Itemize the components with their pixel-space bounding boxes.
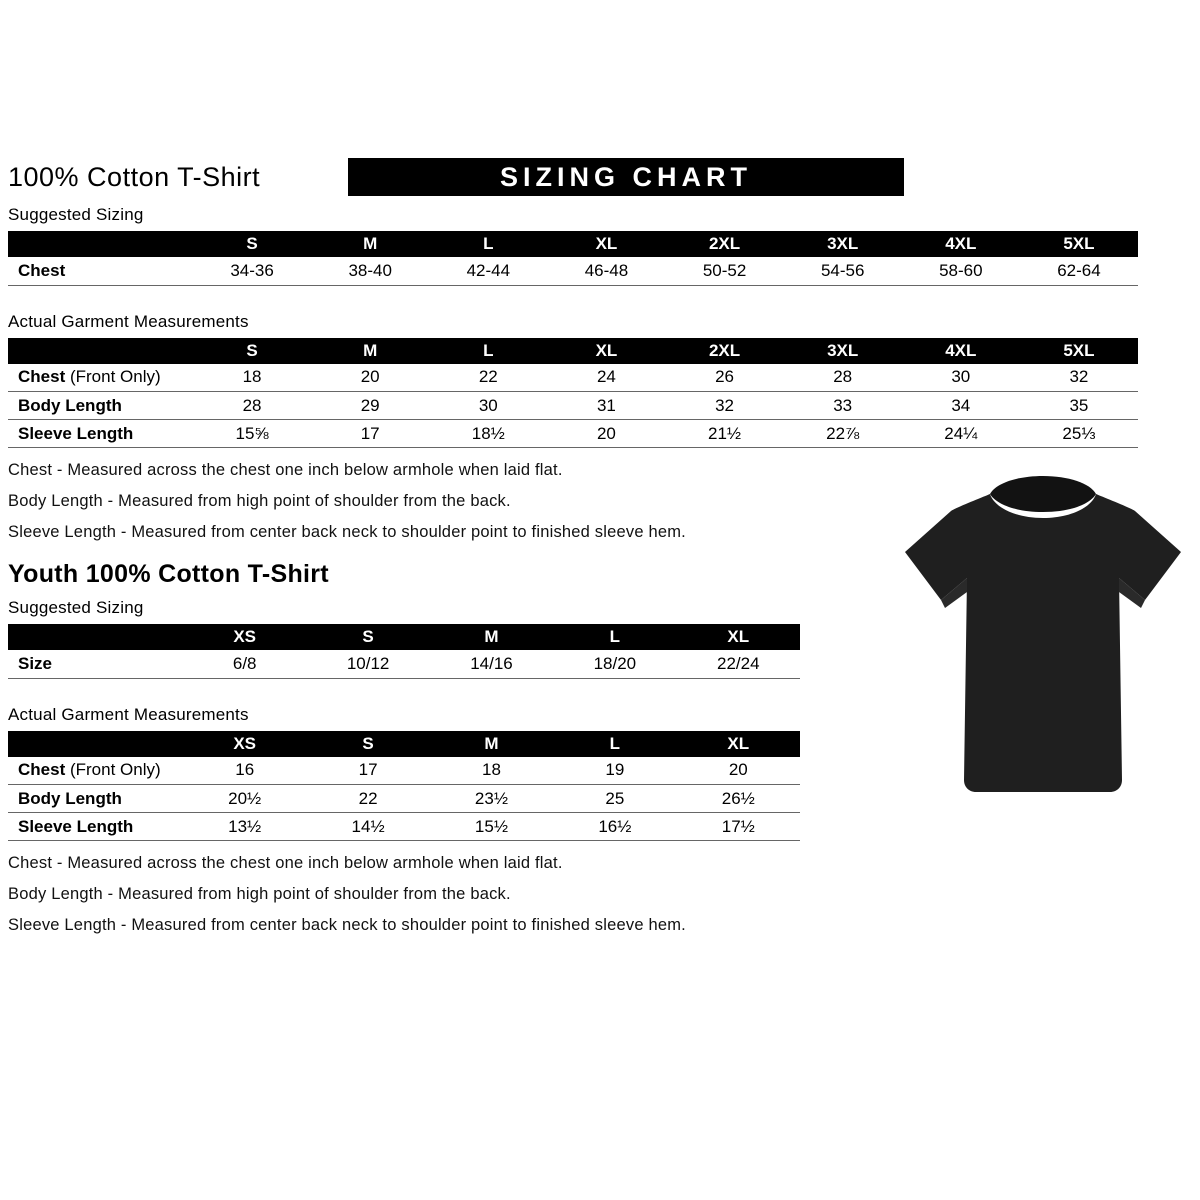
header-cell: 3XL: [784, 231, 902, 257]
table-cell: 24¼: [902, 420, 1020, 448]
header-cell: L: [429, 231, 547, 257]
note-body-length: Body Length - Measured from high point of shoulder from the back.: [8, 492, 511, 510]
note-chest: Chest - Measured across the chest one inch below armhole when laid flat.: [8, 461, 563, 479]
header-cell: L: [553, 731, 676, 757]
table-row: [8, 364, 1138, 392]
table-cell: 18: [193, 364, 311, 392]
table-cell: 18½: [429, 420, 547, 448]
table-cell: 14/16: [430, 650, 553, 678]
header-row: [8, 731, 800, 757]
table-row: [8, 392, 1138, 420]
row-label: Sleeve Length: [8, 420, 193, 448]
table-row: [8, 785, 800, 813]
header-cell: M: [311, 338, 429, 364]
table-cell: 42-44: [429, 257, 547, 285]
table-cell: 34-36: [193, 257, 311, 285]
adult-heading-row: [8, 158, 1148, 196]
table-row: [8, 650, 800, 678]
table-cell: 30: [902, 364, 1020, 392]
header-cell: S: [193, 338, 311, 364]
table-cell: 24: [547, 364, 665, 392]
header-cell: XL: [547, 338, 665, 364]
youth-suggested-label: Suggested Sizing: [8, 598, 144, 617]
table-cell: 54-56: [784, 257, 902, 285]
header-cell-empty: [8, 731, 183, 757]
table-cell: 20: [547, 420, 665, 448]
header-cell: XS: [183, 624, 306, 650]
tshirt-product-image: [893, 472, 1193, 817]
row-label: Body Length: [8, 785, 183, 813]
header-cell-empty: [8, 231, 193, 257]
sizing-chart-banner: SIZING CHART: [348, 158, 904, 196]
header-cell: 2XL: [666, 231, 784, 257]
table-cell: 20: [311, 364, 429, 392]
table-cell: 15½: [430, 813, 553, 841]
adult-actual-table: [8, 338, 1138, 449]
table-cell: 20½: [183, 785, 306, 813]
table-cell: 62-64: [1020, 257, 1138, 285]
youth-actual-label: Actual Garment Measurements: [8, 704, 249, 724]
header-cell: S: [306, 624, 429, 650]
table-row: [8, 757, 800, 785]
table-cell: 31: [547, 392, 665, 420]
table-cell: 16: [183, 757, 306, 785]
youth-suggested-table: [8, 624, 800, 679]
table-cell: 22: [306, 785, 429, 813]
row-label: Chest (Front Only): [8, 757, 183, 785]
note-sleeve-length: Sleeve Length - Measured from center back neck to shoulder point to finished sleeve hem.: [8, 523, 686, 541]
tshirt-icon: [893, 472, 1193, 817]
header-row: [8, 338, 1138, 364]
header-cell: 5XL: [1020, 338, 1138, 364]
adult-title: 100% Cotton T-Shirt: [8, 162, 261, 192]
header-cell: 4XL: [902, 338, 1020, 364]
header-row: [8, 231, 1138, 257]
table-cell: 19: [553, 757, 676, 785]
table-cell: 26½: [677, 785, 800, 813]
adult-suggested-label: Suggested Sizing: [8, 205, 144, 224]
table-cell: 16½: [553, 813, 676, 841]
header-cell: 5XL: [1020, 231, 1138, 257]
header-cell: XL: [547, 231, 665, 257]
table-cell: 25: [553, 785, 676, 813]
table-cell: 13½: [183, 813, 306, 841]
row-label: Sleeve Length: [8, 813, 183, 841]
table-row: [8, 813, 800, 841]
adult-suggested-table: [8, 231, 1138, 286]
header-cell-empty: [8, 338, 193, 364]
table-cell: 46-48: [547, 257, 665, 285]
header-cell: XL: [677, 624, 800, 650]
table-cell: 18/20: [553, 650, 676, 678]
note-chest: Chest - Measured across the chest one inch below armhole when laid flat.: [8, 854, 563, 872]
header-cell: L: [429, 338, 547, 364]
header-cell: M: [430, 624, 553, 650]
adult-actual-label: Actual Garment Measurements: [8, 311, 249, 331]
table-cell: 33: [784, 392, 902, 420]
table-cell: 14½: [306, 813, 429, 841]
header-cell: L: [553, 624, 676, 650]
youth-title: Youth 100% Cotton T-Shirt: [8, 560, 329, 588]
table-row: [8, 257, 1138, 285]
table-cell: 18: [430, 757, 553, 785]
row-label: Size: [8, 650, 183, 678]
header-cell: 3XL: [784, 338, 902, 364]
table-cell: 23½: [430, 785, 553, 813]
table-cell: 58-60: [902, 257, 1020, 285]
table-cell: 35: [1020, 392, 1138, 420]
header-cell: 4XL: [902, 231, 1020, 257]
table-cell: 25⅓: [1020, 420, 1138, 448]
header-cell: XL: [677, 731, 800, 757]
table-cell: 22⅞: [784, 420, 902, 448]
youth-notes: [8, 854, 1148, 935]
table-cell: 32: [1020, 364, 1138, 392]
table-cell: 6/8: [183, 650, 306, 678]
table-cell: 20: [677, 757, 800, 785]
table-cell: 38-40: [311, 257, 429, 285]
row-label: Chest (Front Only): [8, 364, 193, 392]
header-cell: S: [306, 731, 429, 757]
header-cell: M: [311, 231, 429, 257]
table-cell: 22: [429, 364, 547, 392]
table-row: [8, 420, 1138, 448]
note-sleeve-length: Sleeve Length - Measured from center back neck to shoulder point to finished sleeve hem.: [8, 916, 686, 934]
youth-actual-table: [8, 731, 800, 842]
row-label: Body Length: [8, 392, 193, 420]
header-cell: S: [193, 231, 311, 257]
header-cell: 2XL: [666, 338, 784, 364]
header-cell: XS: [183, 731, 306, 757]
table-cell: 34: [902, 392, 1020, 420]
note-body-length: Body Length - Measured from high point of shoulder from the back.: [8, 885, 511, 903]
table-cell: 28: [193, 392, 311, 420]
table-cell: 28: [784, 364, 902, 392]
table-cell: 29: [311, 392, 429, 420]
table-cell: 10/12: [306, 650, 429, 678]
header-row: [8, 624, 800, 650]
table-cell: 17: [306, 757, 429, 785]
table-cell: 21½: [666, 420, 784, 448]
table-cell: 17½: [677, 813, 800, 841]
header-cell-empty: [8, 624, 183, 650]
table-cell: 17: [311, 420, 429, 448]
table-cell: 32: [666, 392, 784, 420]
table-cell: 50-52: [666, 257, 784, 285]
row-label: Chest: [8, 257, 193, 285]
table-cell: 30: [429, 392, 547, 420]
table-cell: 15⅝: [193, 420, 311, 448]
table-cell: 22/24: [677, 650, 800, 678]
header-cell: M: [430, 731, 553, 757]
table-cell: 26: [666, 364, 784, 392]
